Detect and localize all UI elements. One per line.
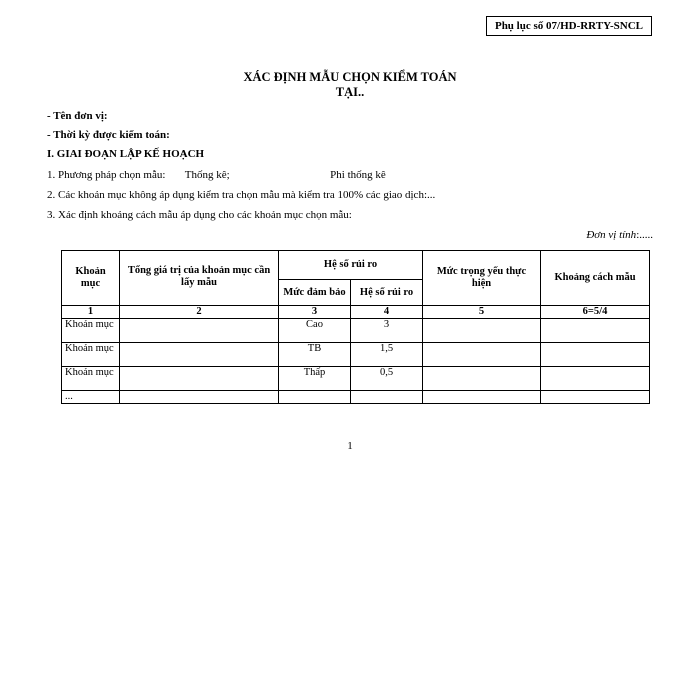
column-index-row xyxy=(62,306,650,319)
audit-period-label: - Thời kỳ được kiểm toán: xyxy=(47,129,170,141)
materiality-cell xyxy=(423,367,541,391)
sampling-table xyxy=(61,250,650,404)
full-test-accounts-line: 2. Các khoản mục không áp dụng kiểm tra chọn mẫu mà kiểm tra 100% các giao dịch:... xyxy=(47,189,436,201)
interval-cell xyxy=(541,343,650,367)
table-row xyxy=(62,319,650,343)
table-row xyxy=(62,367,650,391)
header-assurance-level: Mức đảm bảo xyxy=(279,280,351,306)
account-cell: Khoản mục xyxy=(62,319,120,343)
table-row xyxy=(62,343,650,367)
empty-cell xyxy=(279,391,351,404)
header-sampling-interval: Khoảng cách mẫu xyxy=(541,251,650,306)
index-cell: 5 xyxy=(423,306,541,319)
header-risk-factor-group: Hệ số rủi ro xyxy=(279,251,423,280)
document-title: XÁC ĐỊNH MẪU CHỌN KIỂM TOÁN xyxy=(243,70,457,84)
materiality-cell xyxy=(423,343,541,367)
header-total-value: Tổng giá trị của khoản mục cần lấy mẫu xyxy=(120,251,279,306)
index-cell: 6=5/4 xyxy=(541,306,650,319)
document-title-location: TẠI.. xyxy=(335,85,365,99)
total-value-cell xyxy=(120,367,279,391)
total-value-cell xyxy=(120,343,279,367)
appendix-code-box xyxy=(486,16,652,36)
index-cell: 1 xyxy=(62,306,120,319)
risk-cell: 1,5 xyxy=(351,343,423,367)
interval-cell xyxy=(541,319,650,343)
unit-of-measure xyxy=(586,229,653,241)
sampling-interval-line: 3. Xác định khoảng cách mẫu áp dụng cho các khoản mục chọn mẫu: xyxy=(47,209,352,221)
sampling-method-label: 1. Phương pháp chọn mẫu: xyxy=(47,169,166,181)
risk-cell: 3 xyxy=(351,319,423,343)
section1-heading: I. GIAI ĐOẠN LẬP KẾ HOẠCH xyxy=(47,148,205,160)
appendix-code: Phụ lục số 07/HD-RRTY-SNCL xyxy=(494,20,644,32)
index-cell: 4 xyxy=(351,306,423,319)
account-cell: Khoản mục xyxy=(62,343,120,367)
header-materiality: Mức trọng yếu thực hiện xyxy=(423,251,541,306)
index-cell: 3 xyxy=(279,306,351,319)
empty-cell xyxy=(351,391,423,404)
total-value-cell xyxy=(120,319,279,343)
assurance-cell: Thấp xyxy=(279,367,351,391)
header-account: Khoản mục xyxy=(62,251,120,306)
index-cell: 2 xyxy=(120,306,279,319)
page-number: 1 xyxy=(347,440,353,452)
header-risk-factor: Hệ số rủi ro xyxy=(351,280,423,306)
account-cell: Khoản mục xyxy=(62,367,120,391)
unit-dots: :..... xyxy=(636,229,653,241)
interval-cell xyxy=(541,367,650,391)
empty-cell xyxy=(423,391,541,404)
non-statistical-option: Phi thống kê xyxy=(330,169,386,181)
unit-name-label: - Tên đơn vị: xyxy=(47,110,108,122)
empty-cell xyxy=(541,391,650,404)
assurance-cell: Cao xyxy=(279,319,351,343)
materiality-cell xyxy=(423,319,541,343)
empty-cell xyxy=(120,391,279,404)
ellipsis-cell: ... xyxy=(62,391,120,404)
risk-cell: 0,5 xyxy=(351,367,423,391)
sampling-method-line xyxy=(47,169,386,181)
statistical-option: Thống kê; xyxy=(184,169,230,181)
unit-label: Đơn vị tính xyxy=(586,229,637,241)
table-row-ellipsis xyxy=(62,391,650,404)
assurance-cell: TB xyxy=(279,343,351,367)
